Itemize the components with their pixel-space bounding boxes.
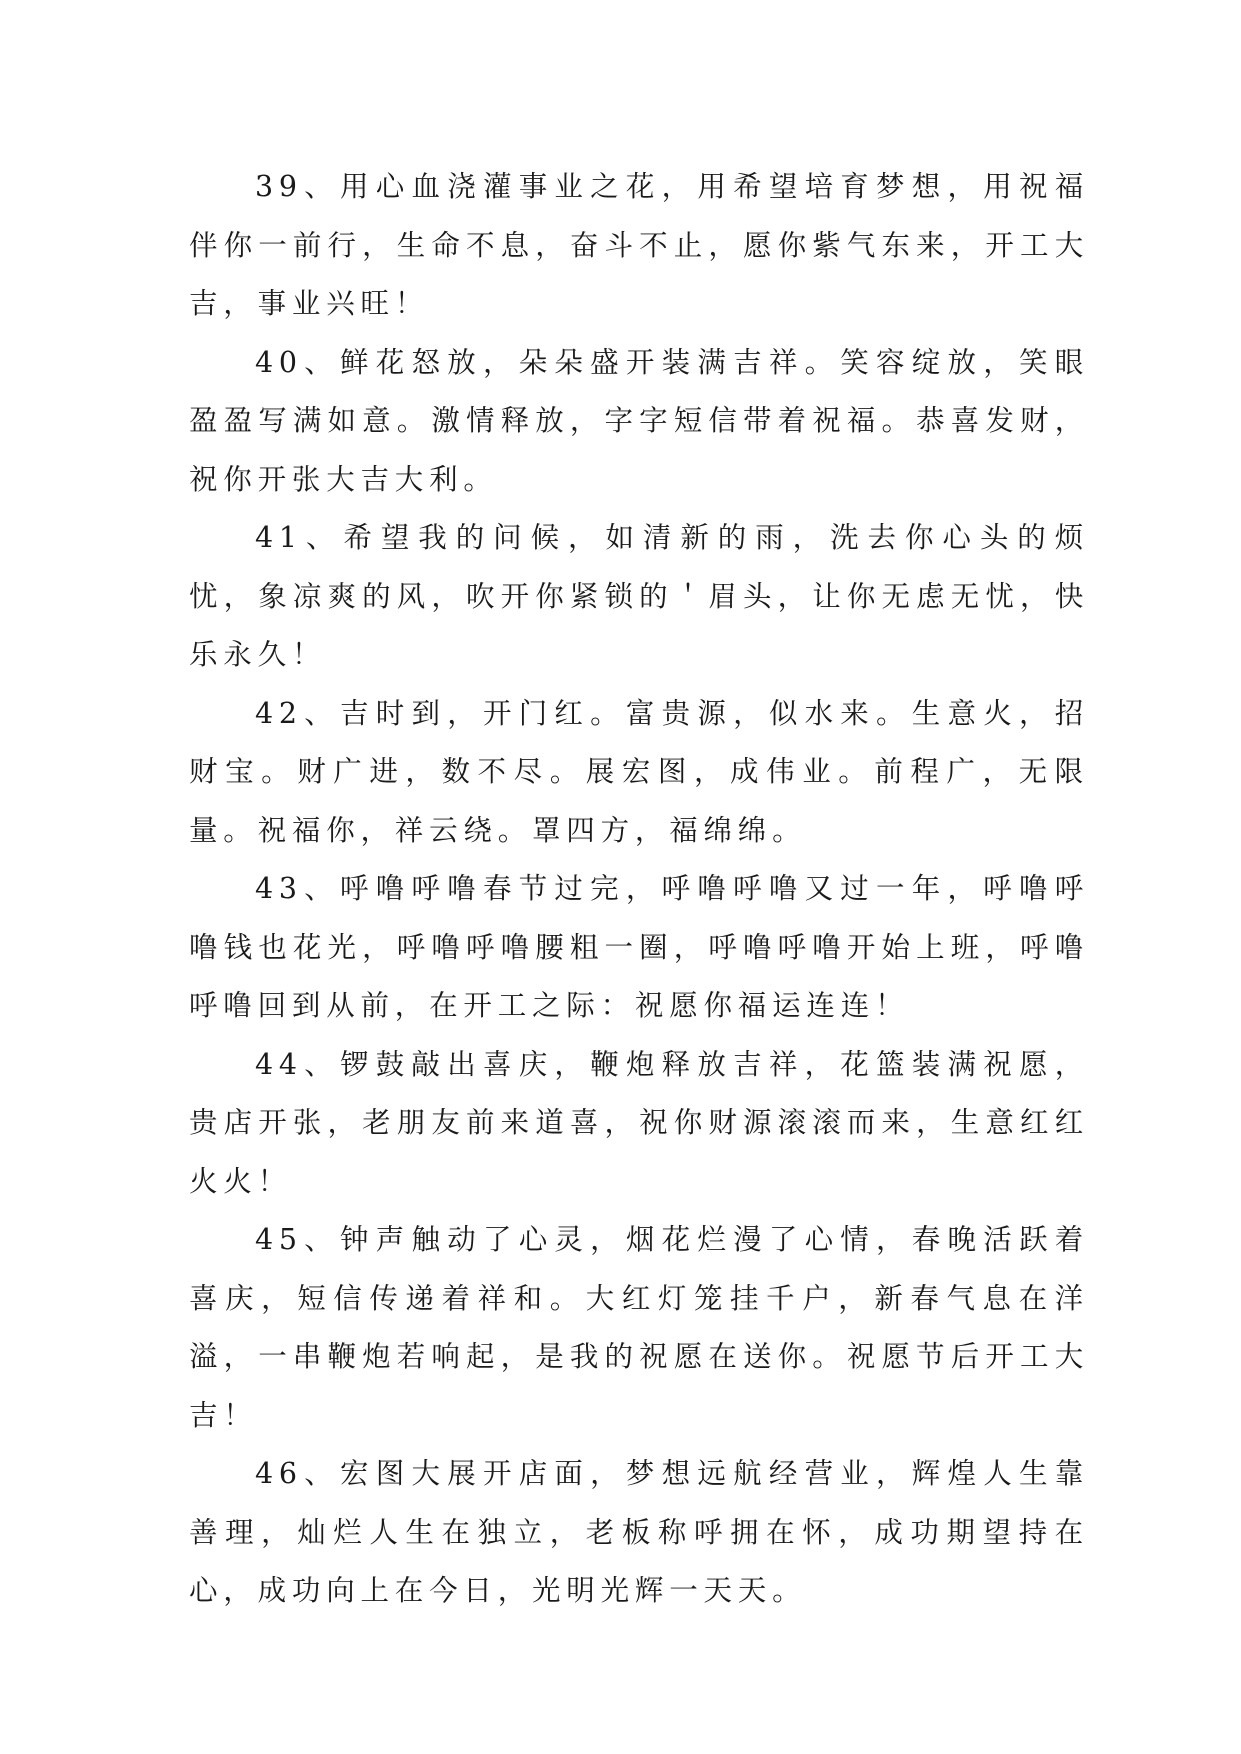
paragraph-44: 44、锣鼓敲出喜庆，鞭炮释放吉祥，花篮装满祝愿，贵店开张，老朋友前来道喜，祝你财源滚滚而来，生意红红火火！ [189, 1047, 1089, 1198]
paragraph-43: 43、呼噜呼噜春节过完，呼噜呼噜又过一年，呼噜呼噜钱也花光，呼噜呼噜腰粗一圈，呼噜呼噜开始上班，呼噜呼噜回到从前，在开工之际：祝愿你福运连连！ [189, 872, 1089, 1022]
paragraph-41: 41、希望我的问候，如清新的雨，洗去你心头的烦忧，象凉爽的风，吹开你紧锁的＇眉头，让你无虑无忧，快乐永久！ [189, 521, 1089, 671]
paragraph-39: 39、用心血浇灌事业之花，用希望培育梦想，用祝福伴你一前行，生命不息，奋斗不止，愿你紫气东来，开工大吉，事业兴旺！ [189, 170, 1089, 320]
paragraph-45: 45、钟声触动了心灵，烟花烂漫了心情，春晚活跃着喜庆，短信传递着祥和。大红灯笼挂千户，新春气息在洋溢，一串鞭炮若响起，是我的祝愿在送你。祝愿节后开工大吉！ [189, 1223, 1089, 1432]
paragraph-40: 40、鲜花怒放，朵朵盛开装满吉祥。笑容绽放，笑眼盈盈写满如意。激情释放，字字短信带着祝福。恭喜发财，祝你开张大吉大利。 [189, 345, 1089, 496]
document-body [189, 158, 1089, 1621]
paragraph-46: 46、宏图大展开店面，梦想远航经营业，辉煌人生靠善理，灿烂人生在独立，老板称呼拥在怀，成功期望持在心，成功向上在今日，光明光辉一天天。 [189, 1457, 1089, 1607]
paragraph-42: 42、吉时到，开门红。富贵源，似水来。生意火，招财宝。财广进，数不尽。展宏图，成伟业。前程广，无限量。祝福你，祥云绕。罩四方，福绵绵。 [189, 696, 1089, 847]
